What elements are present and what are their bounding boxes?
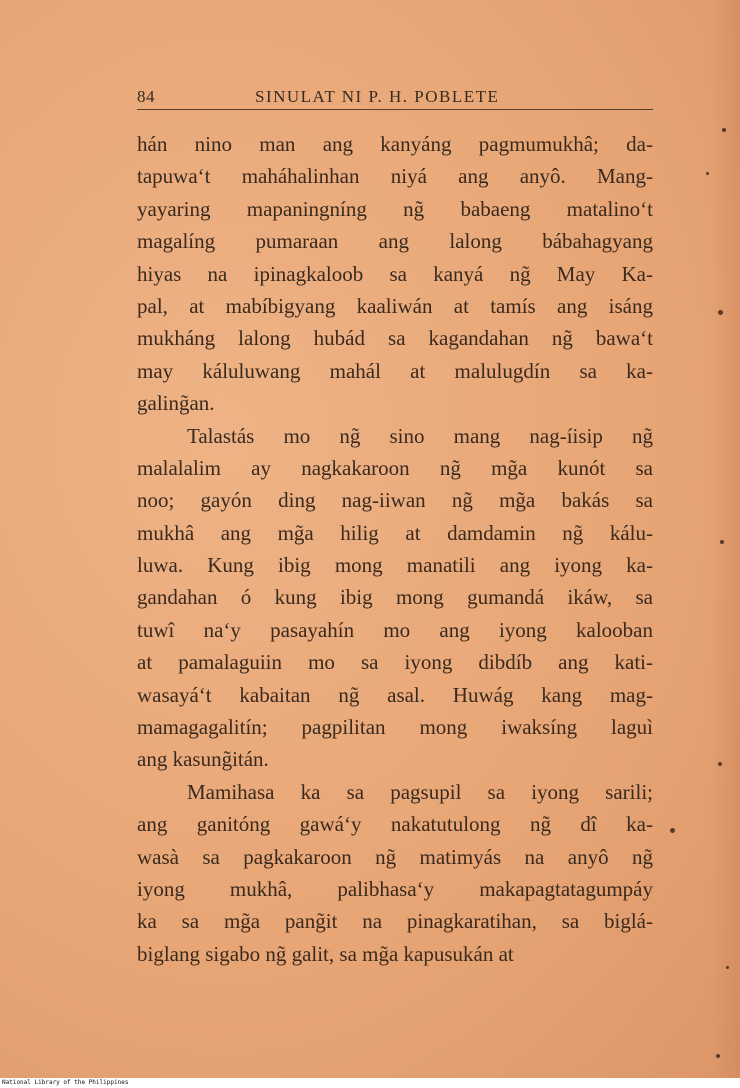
text-line: wasà sa pagkakaroon ng̃ matimyás na anyô ng̃: [137, 844, 653, 869]
paragraph: [137, 776, 653, 970]
text-line: may káluluwang mahál at malulugdín sa ka-: [137, 358, 653, 383]
text-line: malalalim ay nagkakaroon ng̃ mg̃a kunót sa: [137, 455, 653, 480]
page-speck: [720, 540, 724, 544]
page-speck: [718, 762, 722, 766]
text-line: at pamalaguiin mo sa iyong dibdíb ang kati-: [137, 650, 653, 675]
text-line: ang ganitóng gawá‘y nakatutulong ng̃ dî ka-: [137, 812, 653, 837]
text-line: mukhâ ang mg̃a hilig at damdamin ng̃ kálu-: [137, 520, 653, 545]
footer-credit: National Library of the Philippines: [0, 1078, 740, 1088]
paragraph: [137, 128, 653, 420]
running-head-title: SINULAT NI P. H. POBLETE: [255, 87, 500, 106]
text-line: galing̃an.: [137, 391, 215, 416]
text-line: yayaring mapaningníng ng̃ babaeng matalino‘t: [137, 196, 653, 221]
text-line: pal, at mabíbigyang kaaliwán at tamís ang isáng: [137, 293, 653, 318]
page-speck: [716, 1054, 720, 1058]
text-line: mukháng lalong hubád sa kagandahan ng̃ bawa‘t: [137, 326, 653, 351]
text-line: gandahan ó kung ibig mong gumandá ikáw, sa: [137, 585, 653, 610]
text-line: Mamihasa ka sa pagsupil sa iyong sarili;: [187, 779, 653, 804]
text-line: noo; gayón ding nag-iiwan ng̃ mg̃a bakás sa: [137, 488, 653, 513]
running-header: [137, 85, 653, 110]
page-speck: [722, 128, 726, 132]
text-line: biglang sigabo ng̃ galit, sa mg̃a kapusukán at: [137, 941, 514, 966]
text-line: tapuwa‘t maháhalinhan niyá ang anyô. Mang-: [137, 164, 653, 189]
page-number: 84: [137, 87, 155, 106]
page-speck: [718, 310, 723, 315]
text-line: luwa. Kung ibig mong manatili ang iyong ka-: [137, 553, 653, 578]
text-line: hán nino man ang kanyáng pagmumukhâ; da-: [137, 132, 653, 156]
text-line: iyong mukhâ, palibhasa‘y makapagtatagumpáy: [137, 876, 653, 901]
text-line: wasayá‘t kabaitan ng̃ asal. Huwág kang mag-: [137, 682, 653, 707]
page-speck: [706, 172, 709, 175]
text-line: Talastás mo ng̃ sino mang nag-íisip ng̃: [187, 423, 653, 448]
text-line: ka sa mg̃a pang̃it na pinagkaratihan, sa biglá-: [137, 909, 653, 934]
page-speck: [670, 828, 675, 833]
page-edge-shadow: [710, 0, 740, 1080]
page-speck: [726, 966, 729, 969]
text-line: hiyas na ipinagkaloob sa kanyá ng̃ May Ka-: [137, 261, 653, 286]
paragraph: [137, 420, 653, 776]
text-line: magalíng pumaraan ang lalong bábahagyang: [137, 229, 653, 254]
text-line: mamagagalitín; pagpilitan mong iwaksíng laguì: [137, 715, 653, 740]
text-line: tuwî na‘y pasayahín mo ang iyong kalooban: [137, 617, 653, 642]
text-line: ang kasung̃itán.: [137, 747, 269, 772]
body-text: [137, 128, 653, 970]
